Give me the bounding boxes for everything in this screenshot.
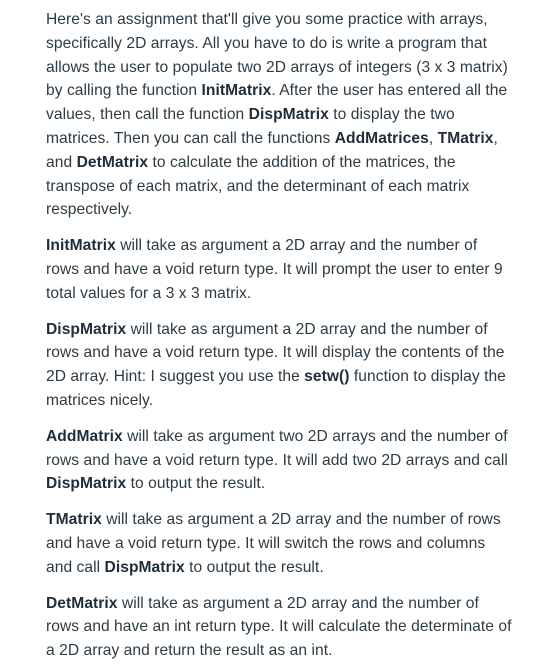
dispmatrix-keyword: DispMatrix (248, 106, 329, 124)
dispmatrix-description-1: will take as argument a 2D array and the number of rows and have a void return type. It will display the contents of the 2D array. Hint: I suggest you use the (46, 320, 505, 386)
setw-keyword: setw() (304, 368, 350, 386)
initmatrix-heading: InitMatrix (46, 237, 116, 255)
tmatrix-heading: TMatrix (46, 511, 102, 529)
detmatrix-keyword: DetMatrix (76, 153, 149, 171)
intro-text-3: to display the two matrices. Then you can call the functions (46, 106, 455, 147)
dispmatrix-heading: DispMatrix (46, 320, 127, 338)
detmatrix-paragraph (46, 592, 514, 663)
intro-text-6: to calculate the addition of the matrices, the transpose of each matrix, and the determinant of each matrix respectively. (46, 153, 470, 219)
initmatrix-keyword: InitMatrix (201, 82, 272, 100)
tmatrix-description-1: will take as argument a 2D array and the number of rows and have a void return type. It will switch the rows and columns and call (46, 511, 501, 576)
detmatrix-description: will take as argument a 2D array and the number of rows and have an int return type. It will calculate the determinate of a 2D array and return the result as an int. (46, 594, 512, 660)
detmatrix-heading: DetMatrix (46, 594, 118, 612)
addmatrix-description-2: to output the result. (126, 475, 266, 493)
addmatrix-description-1: will take as argument two 2D arrays and the number of rows and have a void return type. It will add two 2D arrays and call (46, 427, 508, 469)
addmatrix-dispmatrix-keyword: DispMatrix (46, 475, 127, 493)
intro-paragraph (46, 8, 514, 222)
tmatrix-paragraph (46, 508, 514, 579)
initmatrix-paragraph (46, 234, 514, 305)
intro-text-2: . After the user has entered all the values, then call the function (46, 82, 508, 124)
tmatrix-keyword: TMatrix (437, 129, 494, 147)
tmatrix-dispmatrix-keyword: DispMatrix (104, 558, 185, 576)
initmatrix-description: will take as argument a 2D array and the number of rows and have a void return type. It will prompt the user to enter 9 total values for a 3 x 3 matrix. (46, 237, 503, 302)
intro-text-5: , and (46, 129, 498, 171)
intro-text-4: , (428, 129, 438, 147)
addmatrix-paragraph (46, 425, 514, 496)
addmatrices-keyword: AddMatrices (334, 129, 429, 147)
intro-text-1: Here's an assignment that'll give you some practice with arrays, specifically 2D arrays. All you have to do is write a program that allows the user to populate two 2D arrays of integers (3 x 3 matrix) by calling the function (46, 11, 508, 100)
dispmatrix-paragraph (46, 318, 514, 413)
dispmatrix-description-2: function to display the matrices nicely. (46, 368, 506, 409)
tmatrix-description-2: to output the result. (184, 558, 324, 576)
addmatrix-heading: AddMatrix (46, 427, 123, 445)
